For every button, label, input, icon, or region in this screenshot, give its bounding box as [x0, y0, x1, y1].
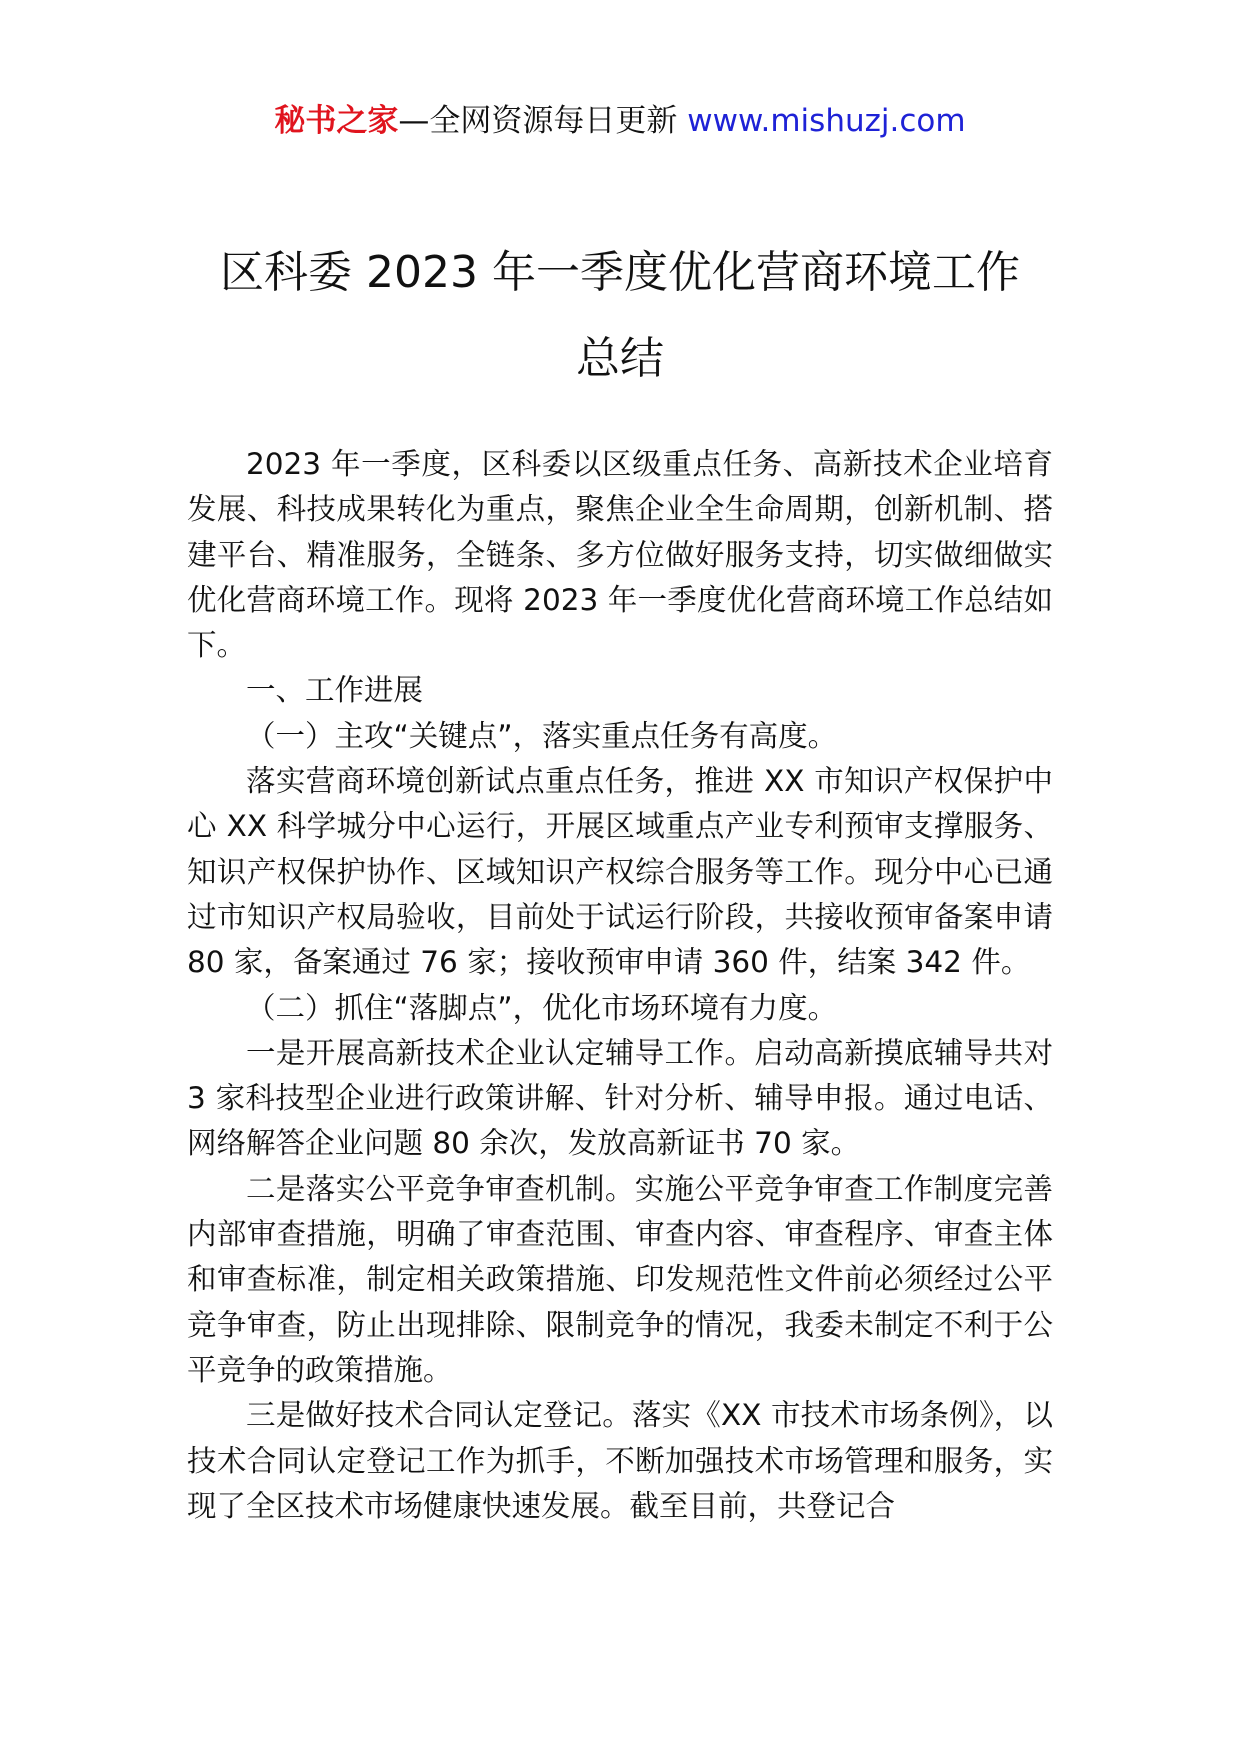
site-url-link[interactable]: www.mishuzj.com: [687, 103, 966, 139]
body-paragraph: 落实营商环境创新试点重点任务，推进 XX 市知识产权保护中心 XX 科学城分中心运行，开展区域重点产业专利预审支撑服务、知识产权保护协作、区域知识产权综合服务等工作。现分中心已通过市知识产权局验收，目前处于试运行阶段，共接收预审备案申请 80 家，备案通过 76 家；接收预审申请 360 件，结案 342 件。: [187, 764, 1053, 980]
document-title: [0, 230, 1240, 402]
section-heading-work-progress: 一、工作进展: [246, 673, 424, 708]
body-paragraph: 一是开展高新技术企业认定辅导工作。启动高新摸底辅导共对 3 家科技型企业进行政策讲解、针对分析、辅导申报。通过电话、网络解答企业问题 80 余次，发放高新证书 70 家。: [187, 1035, 1053, 1161]
body-paragraph: 二是落实公平竞争审查机制。实施公平竞争审查工作制度完善内部审查措施，明确了审查范围、审查内容、审查程序、审查主体和审查标准，制定相关政策措施、印发规范性文件前必须经过公平竞争审查，防止出现排除、限制竞争的情况，我委未制定不利于公平竞争的政策措施。: [187, 1171, 1053, 1387]
brand-name: 秘书之家: [274, 103, 399, 139]
subsection-heading-1: （一）主攻“关键点”，落实重点任务有高度。: [246, 718, 838, 753]
document-body: [187, 442, 1053, 1529]
intro-paragraph: 2023 年一季度，区科委以区级重点任务、高新技术企业培育发展、科技成果转化为重点，聚焦企业全生命周期，创新机制、搭建平台、精准服务，全链条、多方位做好服务支持，切实做细做实优化营商环境工作。现将 2023 年一季度优化营商环境工作总结如下。: [187, 447, 1053, 663]
header-tagline: —全网资源每日更新: [398, 103, 678, 139]
body-paragraph: 三是做好技术合同认定登记。落实《XX 市技术市场条例》，以技术合同认定登记工作为抓手，不断加强技术市场管理和服务，实现了全区技术市场健康快速发展。截至目前，共登记合: [187, 1398, 1053, 1523]
subsection-heading-2: （二）抓住“落脚点”，优化市场环境有力度。: [246, 990, 838, 1025]
title-line-2: 总结: [576, 333, 664, 384]
title-line-1: 区科委 2023 年一季度优化营商环境工作: [220, 247, 1020, 298]
site-header: [0, 98, 1240, 144]
